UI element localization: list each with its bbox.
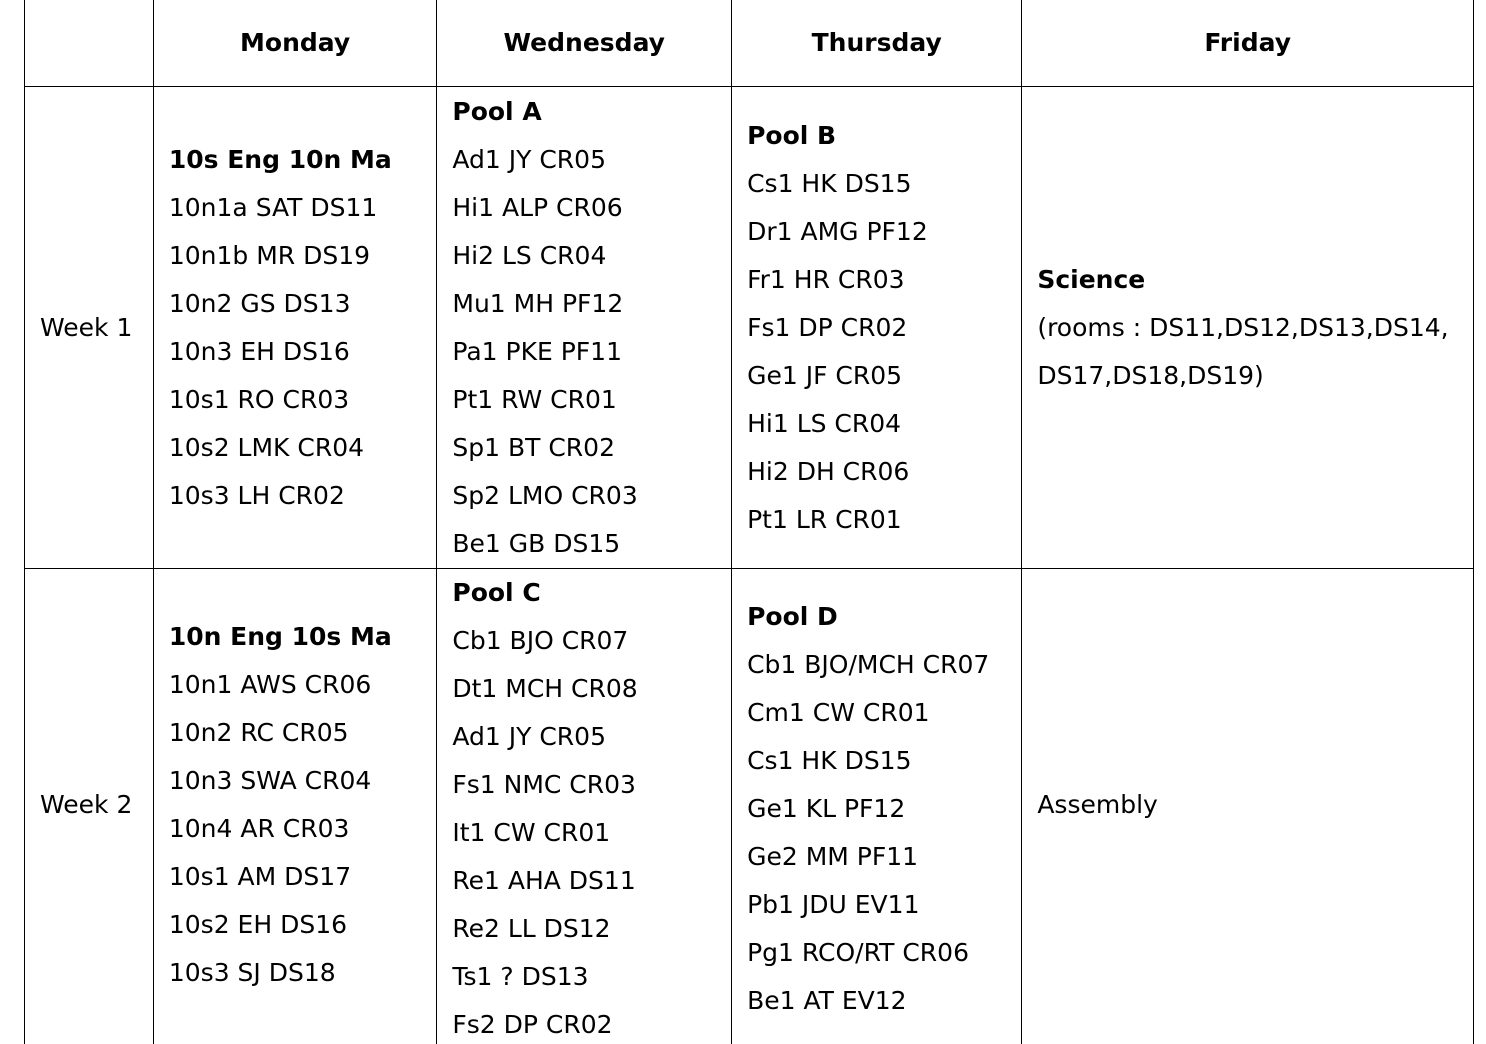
- list-item: 10s3 LH CR02: [168, 480, 345, 510]
- list-item: 10n4 AR CR03: [168, 814, 350, 843]
- week-1-row: [25, 87, 1474, 569]
- list-item: Pb1 JDU EV11: [747, 890, 920, 919]
- list-item: Hi1 LS CR04: [747, 408, 902, 438]
- week-2-monday-cell: [153, 569, 437, 1044]
- week-1-wednesday-cell: [437, 87, 732, 569]
- list-item: 10s1 AM DS17: [168, 862, 352, 891]
- week-1-monday-cell: [153, 87, 437, 569]
- list-item: 10n1 AWS CR06: [168, 670, 372, 699]
- list-item: Ts1 ? DS13: [452, 962, 589, 991]
- week-2-wednesday-cell: [437, 569, 732, 1044]
- list-item: Fs1 NMC CR03: [452, 770, 636, 799]
- list-item: Be1 AT EV12: [747, 986, 907, 1015]
- list-item: 10s2 EH DS16: [168, 910, 348, 939]
- week-2-friday-text: Assembly: [1037, 790, 1158, 819]
- list-item: Dt1 MCH CR08: [452, 674, 638, 703]
- list-item: 10n3 SWA CR04: [168, 766, 372, 795]
- list-item: Re1 AHA DS11: [452, 866, 636, 895]
- list-item: 10n2 GS DS13: [168, 288, 351, 318]
- list-item: Ad1 JY CR05: [452, 144, 606, 174]
- week-2-thursday-cell: [732, 569, 1022, 1044]
- list-item: Ge2 MM PF11: [747, 842, 919, 871]
- header-wednesday: Wednesday: [437, 0, 732, 87]
- list-item: Cs1 HK DS15: [747, 746, 912, 775]
- list-item: It1 CW CR01: [452, 818, 611, 847]
- list-item: Fs1 DP CR02: [747, 312, 908, 342]
- list-item: Sp2 LMO CR03: [452, 480, 638, 510]
- list-item: Hi1 ALP CR06: [452, 192, 623, 222]
- week-2-row: [25, 569, 1474, 1044]
- week-2-wednesday-title: Pool C: [452, 578, 541, 607]
- week-1-friday-title: Science: [1037, 264, 1146, 294]
- list-item: Hi2 DH CR06: [747, 456, 910, 486]
- list-item: 10s1 RO CR03: [168, 384, 350, 414]
- list-item: Dr1 AMG PF12: [747, 216, 928, 246]
- list-item: Fr1 HR CR03: [747, 264, 905, 294]
- list-item: Mu1 MH PF12: [452, 288, 624, 318]
- list-item: Pt1 RW CR01: [452, 384, 617, 414]
- header-row: [25, 0, 1474, 87]
- header-friday: Friday: [1022, 0, 1474, 87]
- list-item: 10n1a SAT DS11: [168, 192, 378, 222]
- list-item: Ge1 JF CR05: [747, 360, 903, 390]
- list-item: Be1 GB DS15: [452, 528, 621, 558]
- list-item: 10n1b MR DS19: [168, 240, 371, 270]
- week-2-thursday-title: Pool D: [747, 602, 838, 631]
- list-item: Ge1 KL PF12: [747, 794, 906, 823]
- header-monday: Monday: [153, 0, 437, 87]
- header-blank: [25, 0, 154, 87]
- list-item: Cs1 HK DS15: [747, 168, 912, 198]
- list-item: Fs2 DP CR02: [452, 1010, 613, 1039]
- week-1-friday-cell: [1022, 87, 1474, 569]
- list-item: 10s2 LMK CR04: [168, 432, 365, 462]
- week-2-friday-cell: [1022, 569, 1474, 1044]
- week-2-label: Week 2: [25, 569, 154, 1044]
- list-item: Hi2 LS CR04: [452, 240, 607, 270]
- list-item: Re2 LL DS12: [452, 914, 611, 943]
- list-item: Cb1 BJO/MCH CR07: [747, 650, 990, 679]
- list-item: Pa1 PKE PF11: [452, 336, 622, 366]
- week-1-thursday-cell: [732, 87, 1022, 569]
- week-1-wednesday-title: Pool A: [452, 96, 542, 126]
- list-item: Sp1 BT CR02: [452, 432, 615, 462]
- list-item: 10n2 RC CR05: [168, 718, 349, 747]
- week-2-monday-title: 10n Eng 10s Ma: [168, 622, 392, 651]
- list-item: Cb1 BJO CR07: [452, 626, 629, 655]
- list-item: Cm1 CW CR01: [747, 698, 930, 727]
- week-1-thursday-title: Pool B: [747, 120, 837, 150]
- list-item: Ad1 JY CR05: [452, 722, 606, 751]
- header-thursday: Thursday: [732, 0, 1022, 87]
- week-1-label: Week 1: [25, 87, 154, 569]
- list-item: 10n3 EH DS16: [168, 336, 350, 366]
- list-item: Pt1 LR CR01: [747, 504, 902, 534]
- timetable: [24, 0, 1474, 1044]
- list-item: Pg1 RCO/RT CR06: [747, 938, 969, 967]
- list-item: 10s3 SJ DS18: [168, 958, 336, 987]
- week-1-friday-text: (rooms : DS11,DS12,DS13,DS14,DS17,DS18,DS19): [1037, 312, 1449, 390]
- week-1-monday-title: 10s Eng 10n Ma: [168, 144, 392, 174]
